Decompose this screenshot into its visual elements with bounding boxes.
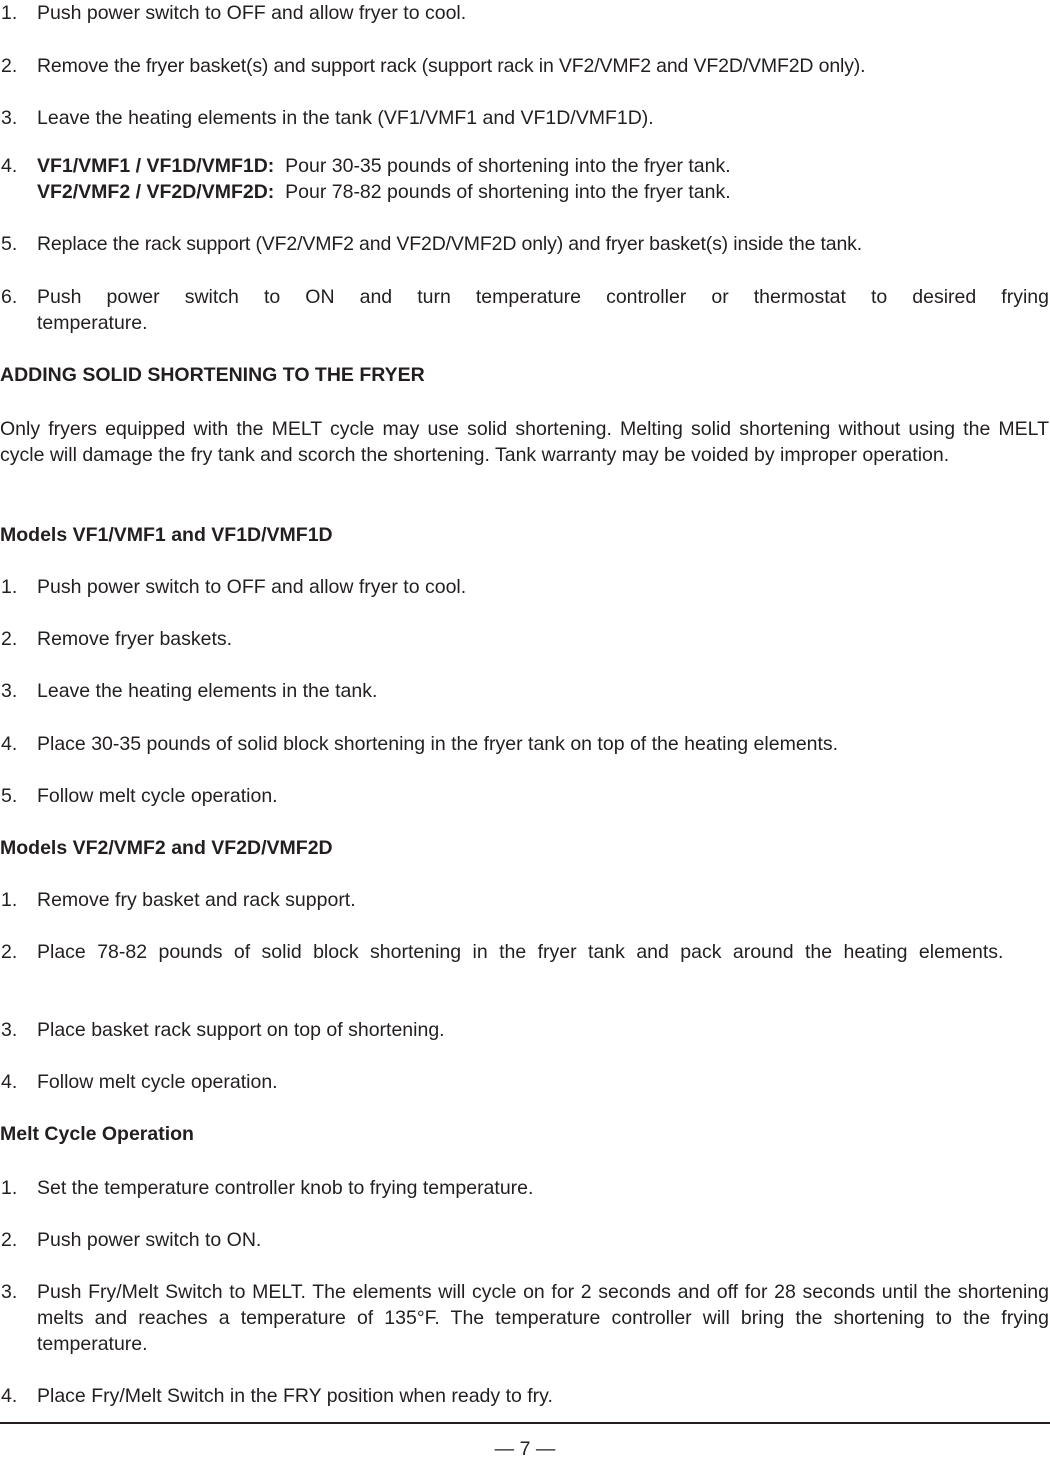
step-number: 3.	[1, 680, 18, 702]
step-number: 3.	[1, 107, 18, 129]
section-heading: Models VF2/VMF2 and VF2D/VMF2D	[0, 837, 333, 859]
step-number: 4.	[1, 155, 18, 177]
step-text: Place 30-35 pounds of solid block shortening in the fryer tank on top of the heating elements.	[37, 733, 839, 755]
step-text: Push power switch to OFF and allow fryer to cool.	[37, 576, 467, 598]
step-number: 1.	[1, 1177, 18, 1199]
step-number: 3.	[1, 1281, 18, 1303]
step-text: Push Fry/Melt Switch to MELT. The elements will cycle on for 2 seconds and off for 28 seconds until the shortening melts and reaches a temperature of 135°F. The temperature controller will bring the shortening to the frying temperature.	[37, 1281, 1049, 1355]
step-number: 1.	[1, 576, 18, 598]
step-number: 6.	[1, 286, 18, 308]
step-text: Leave the heating elements in the tank.	[37, 680, 378, 702]
page-number: — 7 —	[494, 1438, 556, 1460]
section-heading: Melt Cycle Operation	[0, 1123, 194, 1145]
step-text: Remove fry basket and rack support.	[37, 889, 356, 911]
step-number: 4.	[1, 1385, 18, 1407]
model-line-2	[37, 179, 1049, 205]
step-number: 3.	[1, 1019, 18, 1041]
step-text: Remove fryer baskets.	[37, 628, 233, 650]
step-number: 2.	[1, 941, 18, 963]
step-text: Remove the fryer basket(s) and support rack (support rack in VF2/VMF2 and VF2D/VMF2D only).	[37, 55, 866, 77]
step-text: Push power switch to OFF and allow fryer to cool.	[37, 2, 467, 24]
model-text: Pour 78-82 pounds of shortening into the fryer tank.	[285, 181, 731, 203]
step-number: 4.	[1, 733, 18, 755]
step-text: Push power switch to ON and turn temperature controller or thermostat to desired frying temperature.	[37, 286, 1049, 334]
step-number: 4.	[1, 1071, 18, 1093]
step-text: Replace the rack support (VF2/VMF2 and VF2D/VMF2D only) and fryer basket(s) inside the tank.	[37, 233, 863, 255]
step-number: 1.	[1, 889, 18, 911]
step-text: Place Fry/Melt Switch in the FRY position when ready to fry.	[37, 1385, 553, 1407]
step-number: 2.	[1, 55, 18, 77]
section-heading: Models VF1/VMF1 and VF1D/VMF1D	[0, 524, 333, 546]
step-text	[37, 153, 1049, 205]
step-number: 2.	[1, 1229, 18, 1251]
model-text: Pour 30-35 pounds of shortening into the fryer tank.	[285, 155, 731, 177]
step-number: 5.	[1, 785, 18, 807]
step-text: Set the temperature controller knob to frying temperature.	[37, 1177, 534, 1199]
step-number: 1.	[1, 2, 18, 24]
step-text: Place 78-82 pounds of solid block shortening in the fryer tank and pack around the heating elements.	[37, 941, 1004, 963]
section-paragraph: Only fryers equipped with the MELT cycle may use solid shortening. Melting solid shortening without using the MELT cycle will damage the fry tank and scorch the shortening. Tank warranty may be voided by improper operation.	[0, 418, 1049, 466]
step-text: Follow melt cycle operation.	[37, 785, 278, 807]
step-text: Leave the heating elements in the tank (VF1/VMF1 and VF1D/VMF1D).	[37, 107, 654, 129]
step-text: Place basket rack support on top of shortening.	[37, 1019, 445, 1041]
step-text: Follow melt cycle operation.	[37, 1071, 278, 1093]
step-text: Push power switch to ON.	[37, 1229, 262, 1251]
model-label: VF2/VMF2 / VF2D/VMF2D:	[37, 181, 275, 203]
model-line-1	[37, 153, 1049, 179]
model-label: VF1/VMF1 / VF1D/VMF1D:	[37, 155, 275, 177]
footer-divider	[0, 1422, 1050, 1424]
step-number: 5.	[1, 233, 18, 255]
step-number: 2.	[1, 628, 18, 650]
section-heading: ADDING SOLID SHORTENING TO THE FRYER	[0, 364, 425, 386]
